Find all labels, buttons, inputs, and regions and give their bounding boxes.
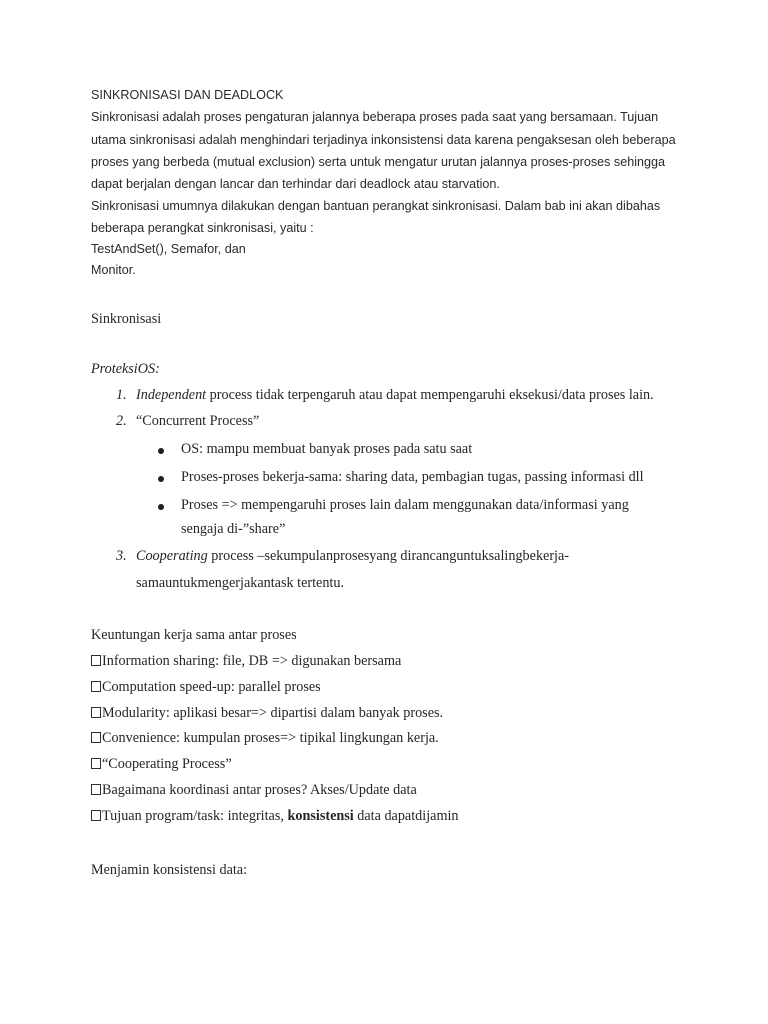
benefit-item: Information sharing: file, DB => digunakan bersama — [91, 653, 401, 670]
intro-line: beberapa perangkat sinkronisasi, yaitu : — [91, 221, 314, 235]
list-number: 1. — [116, 387, 127, 403]
list-item-text: Cooperating process –sekumpulanprosesyang dirancanguntuksalingbekerja- — [136, 548, 570, 564]
list-item-text: “Concurrent Process” — [136, 413, 260, 429]
benefit-item: Convenience: kumpulan proses=> tipikal lingkungan kerja. — [91, 730, 439, 747]
list-item-text: Independent process tidak terpengaruh atau dapat mempengaruhi eksekusi/data proses lain. — [136, 387, 654, 403]
intro-line: Sinkronisasi adalah proses pengaturan jalannya beberapa proses pada saat yang bersamaan. Tujuan — [91, 110, 659, 124]
checkbox-icon — [91, 784, 101, 795]
intro-line: Sinkronisasi umumnya dilakukan dengan bantuan perangkat sinkronisasi. Dalam bab ini akan dibahas — [91, 199, 661, 213]
section-title: Sinkronisasi — [91, 311, 162, 327]
checkbox-icon — [91, 681, 101, 692]
closing-line: Menjamin konsistensi data: — [91, 862, 248, 878]
document-heading: SINKRONISASI DAN DEADLOCK — [91, 88, 284, 102]
benefit-item: Bagaimana koordinasi antar proses? Akses/Update data — [91, 782, 417, 799]
checkbox-icon — [91, 732, 101, 743]
benefits-title: Keuntungan kerja sama antar proses — [91, 627, 297, 643]
list-item-continuation: samauntukmengerjakantask tertentu. — [136, 575, 345, 591]
checkbox-icon — [91, 707, 101, 718]
intro-line: utama sinkronisasi adalah menghindari terjadinya inkonsistensi data karena pengaksesan oleh beberapa — [91, 133, 676, 147]
list-number: 2. — [116, 413, 127, 429]
benefit-item-goal: Tujuan program/task: integritas, konsistensi data dapatdijamin — [91, 808, 459, 825]
intro-line: dapat berjalan dengan lancar dan terhindar dari deadlock atau starvation. — [91, 177, 500, 191]
intro-line: Monitor. — [91, 263, 136, 277]
bullet-text: Proses => mempengaruhi proses lain dalam menggunakan data/informasi yang — [181, 497, 629, 513]
bullet-icon — [158, 504, 164, 510]
bullet-text: Proses-proses bekerja-sama: sharing data, pembagian tugas, passing informasi dll — [181, 469, 644, 485]
bullet-icon — [158, 476, 164, 482]
benefit-item: Computation speed-up: parallel proses — [91, 679, 321, 696]
checkbox-icon — [91, 758, 101, 769]
protection-label: ProteksiOS: — [91, 361, 160, 377]
bullet-text-continuation: sengaja di-”share” — [181, 521, 286, 537]
benefit-item: Modularity: aplikasi besar=> dipartisi dalam banyak proses. — [91, 705, 443, 722]
intro-line: TestAndSet(), Semafor, dan — [91, 242, 246, 256]
checkbox-icon — [91, 655, 101, 666]
benefit-item: “Cooperating Process” — [91, 756, 232, 773]
list-number: 3. — [116, 548, 127, 564]
bullet-text: OS: mampu membuat banyak proses pada satu saat — [181, 441, 473, 457]
bullet-icon — [158, 448, 164, 454]
checkbox-icon — [91, 810, 101, 821]
intro-line: proses yang berbeda (mutual exclusion) serta untuk mengatur urutan jalannya proses-proses sehingga — [91, 155, 666, 169]
